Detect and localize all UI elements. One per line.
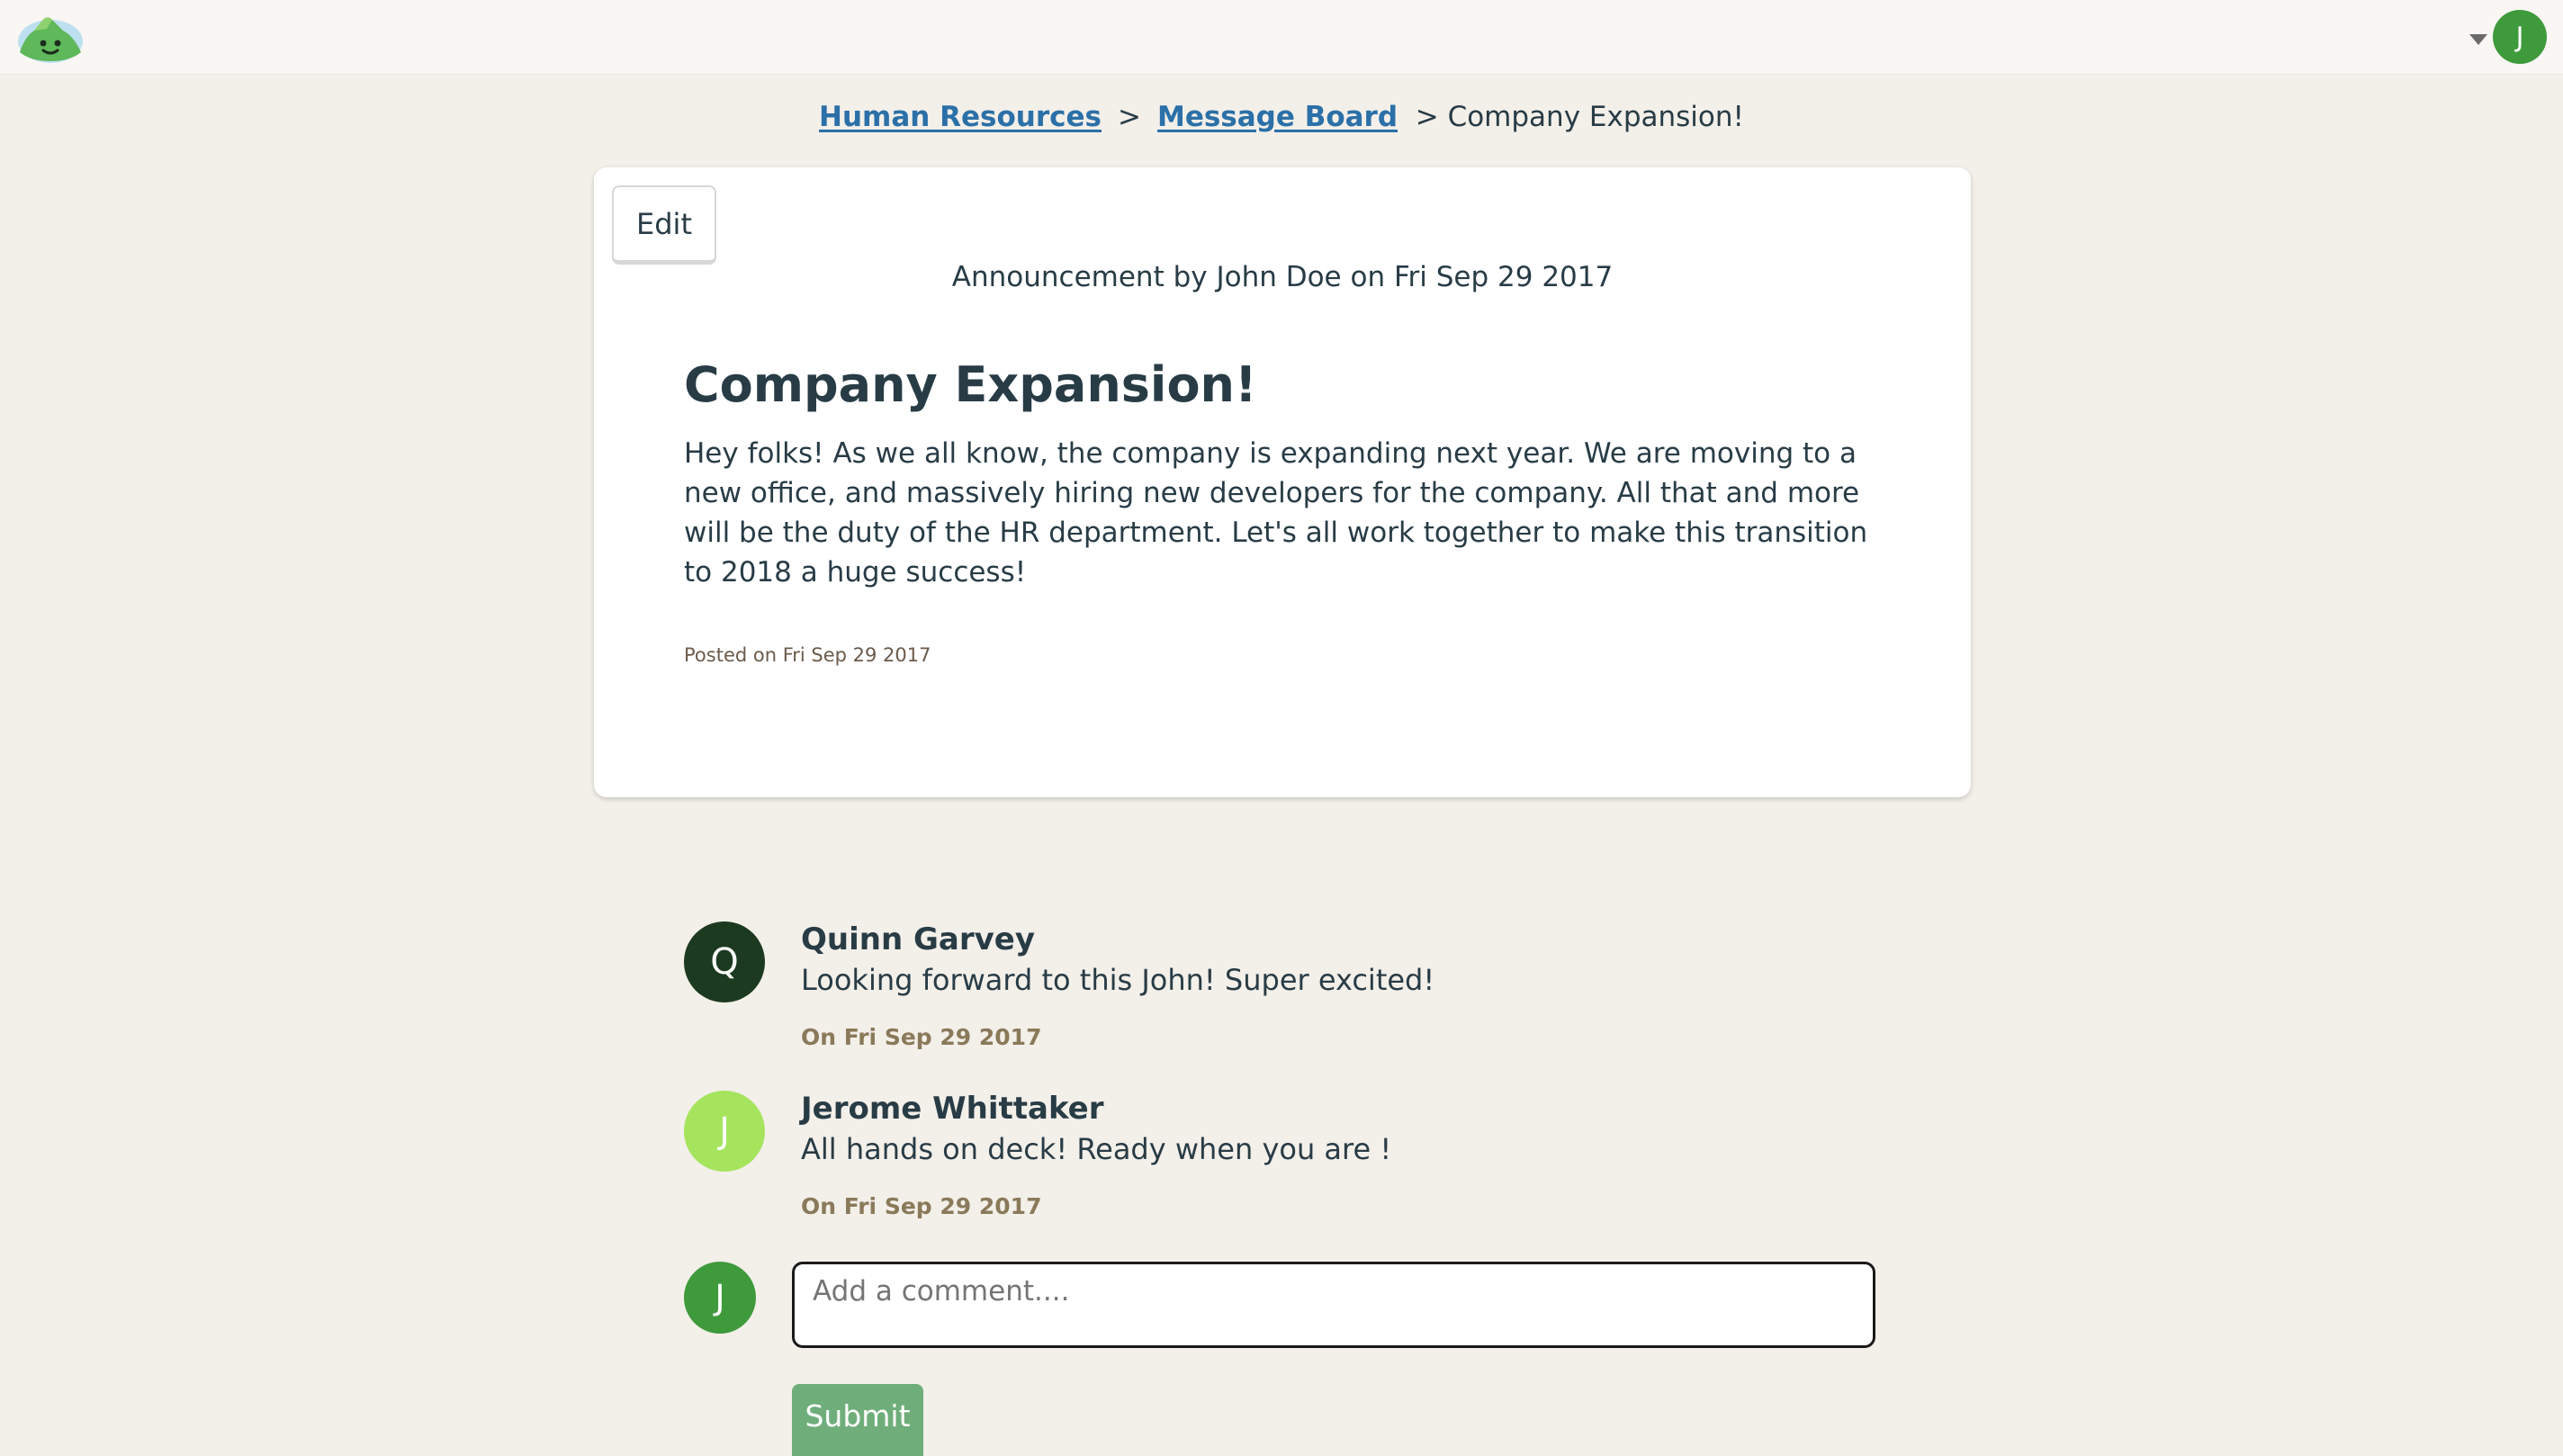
breadcrumb-current: > Company Expansion! bbox=[1415, 101, 1744, 133]
comment-author-name: Quinn Garvey bbox=[801, 921, 1036, 957]
submit-comment-button[interactable]: Submit bbox=[792, 1384, 923, 1456]
user-menu-toggle[interactable] bbox=[2469, 7, 2547, 67]
comment-item bbox=[684, 921, 1854, 1074]
comment-author-avatar: J bbox=[684, 1091, 765, 1172]
comment-text: Looking forward to this John! Super excited! bbox=[801, 963, 1435, 997]
comment-input[interactable] bbox=[792, 1262, 1875, 1348]
top-navigation-bar bbox=[0, 0, 2563, 75]
comment-item bbox=[684, 1091, 1854, 1244]
basecamp-mountain-logo-icon bbox=[16, 9, 85, 63]
message-card bbox=[594, 167, 1971, 797]
breadcrumb-separator: > bbox=[1118, 101, 1141, 133]
current-user-avatar[interactable]: J bbox=[2493, 10, 2547, 64]
caret-down-icon bbox=[2469, 34, 2487, 45]
breadcrumb bbox=[0, 101, 2563, 133]
composer-user-avatar: J bbox=[684, 1262, 756, 1334]
comment-author-name: Jerome Whittaker bbox=[801, 1091, 1104, 1127]
message-title: Company Expansion! bbox=[684, 356, 1257, 413]
comment-text: All hands on deck! Ready when you are ! bbox=[801, 1132, 1392, 1166]
posted-on-date: Posted on Fri Sep 29 2017 bbox=[684, 644, 931, 666]
comment-date: On Fri Sep 29 2017 bbox=[801, 1024, 1042, 1050]
breadcrumb-link-human-resources[interactable]: Human Resources bbox=[819, 101, 1102, 133]
breadcrumb-link-message-board[interactable]: Message Board bbox=[1156, 101, 1398, 133]
edit-button[interactable]: Edit bbox=[612, 185, 716, 265]
comment-author-avatar: Q bbox=[684, 921, 765, 1002]
message-body: Hey folks! As we all know, the company is expanding next year. We are moving to a new office, and massively hiring new developers for the company. All that and more will be the duty of the HR department. Let's all work together to make this transition to 2018 a huge success! bbox=[684, 437, 1868, 589]
comment-date: On Fri Sep 29 2017 bbox=[801, 1193, 1042, 1219]
basecamp-logo-icon[interactable] bbox=[16, 9, 85, 63]
announcement-meta: Announcement by John Doe on Fri Sep 29 2017 bbox=[951, 261, 1614, 293]
